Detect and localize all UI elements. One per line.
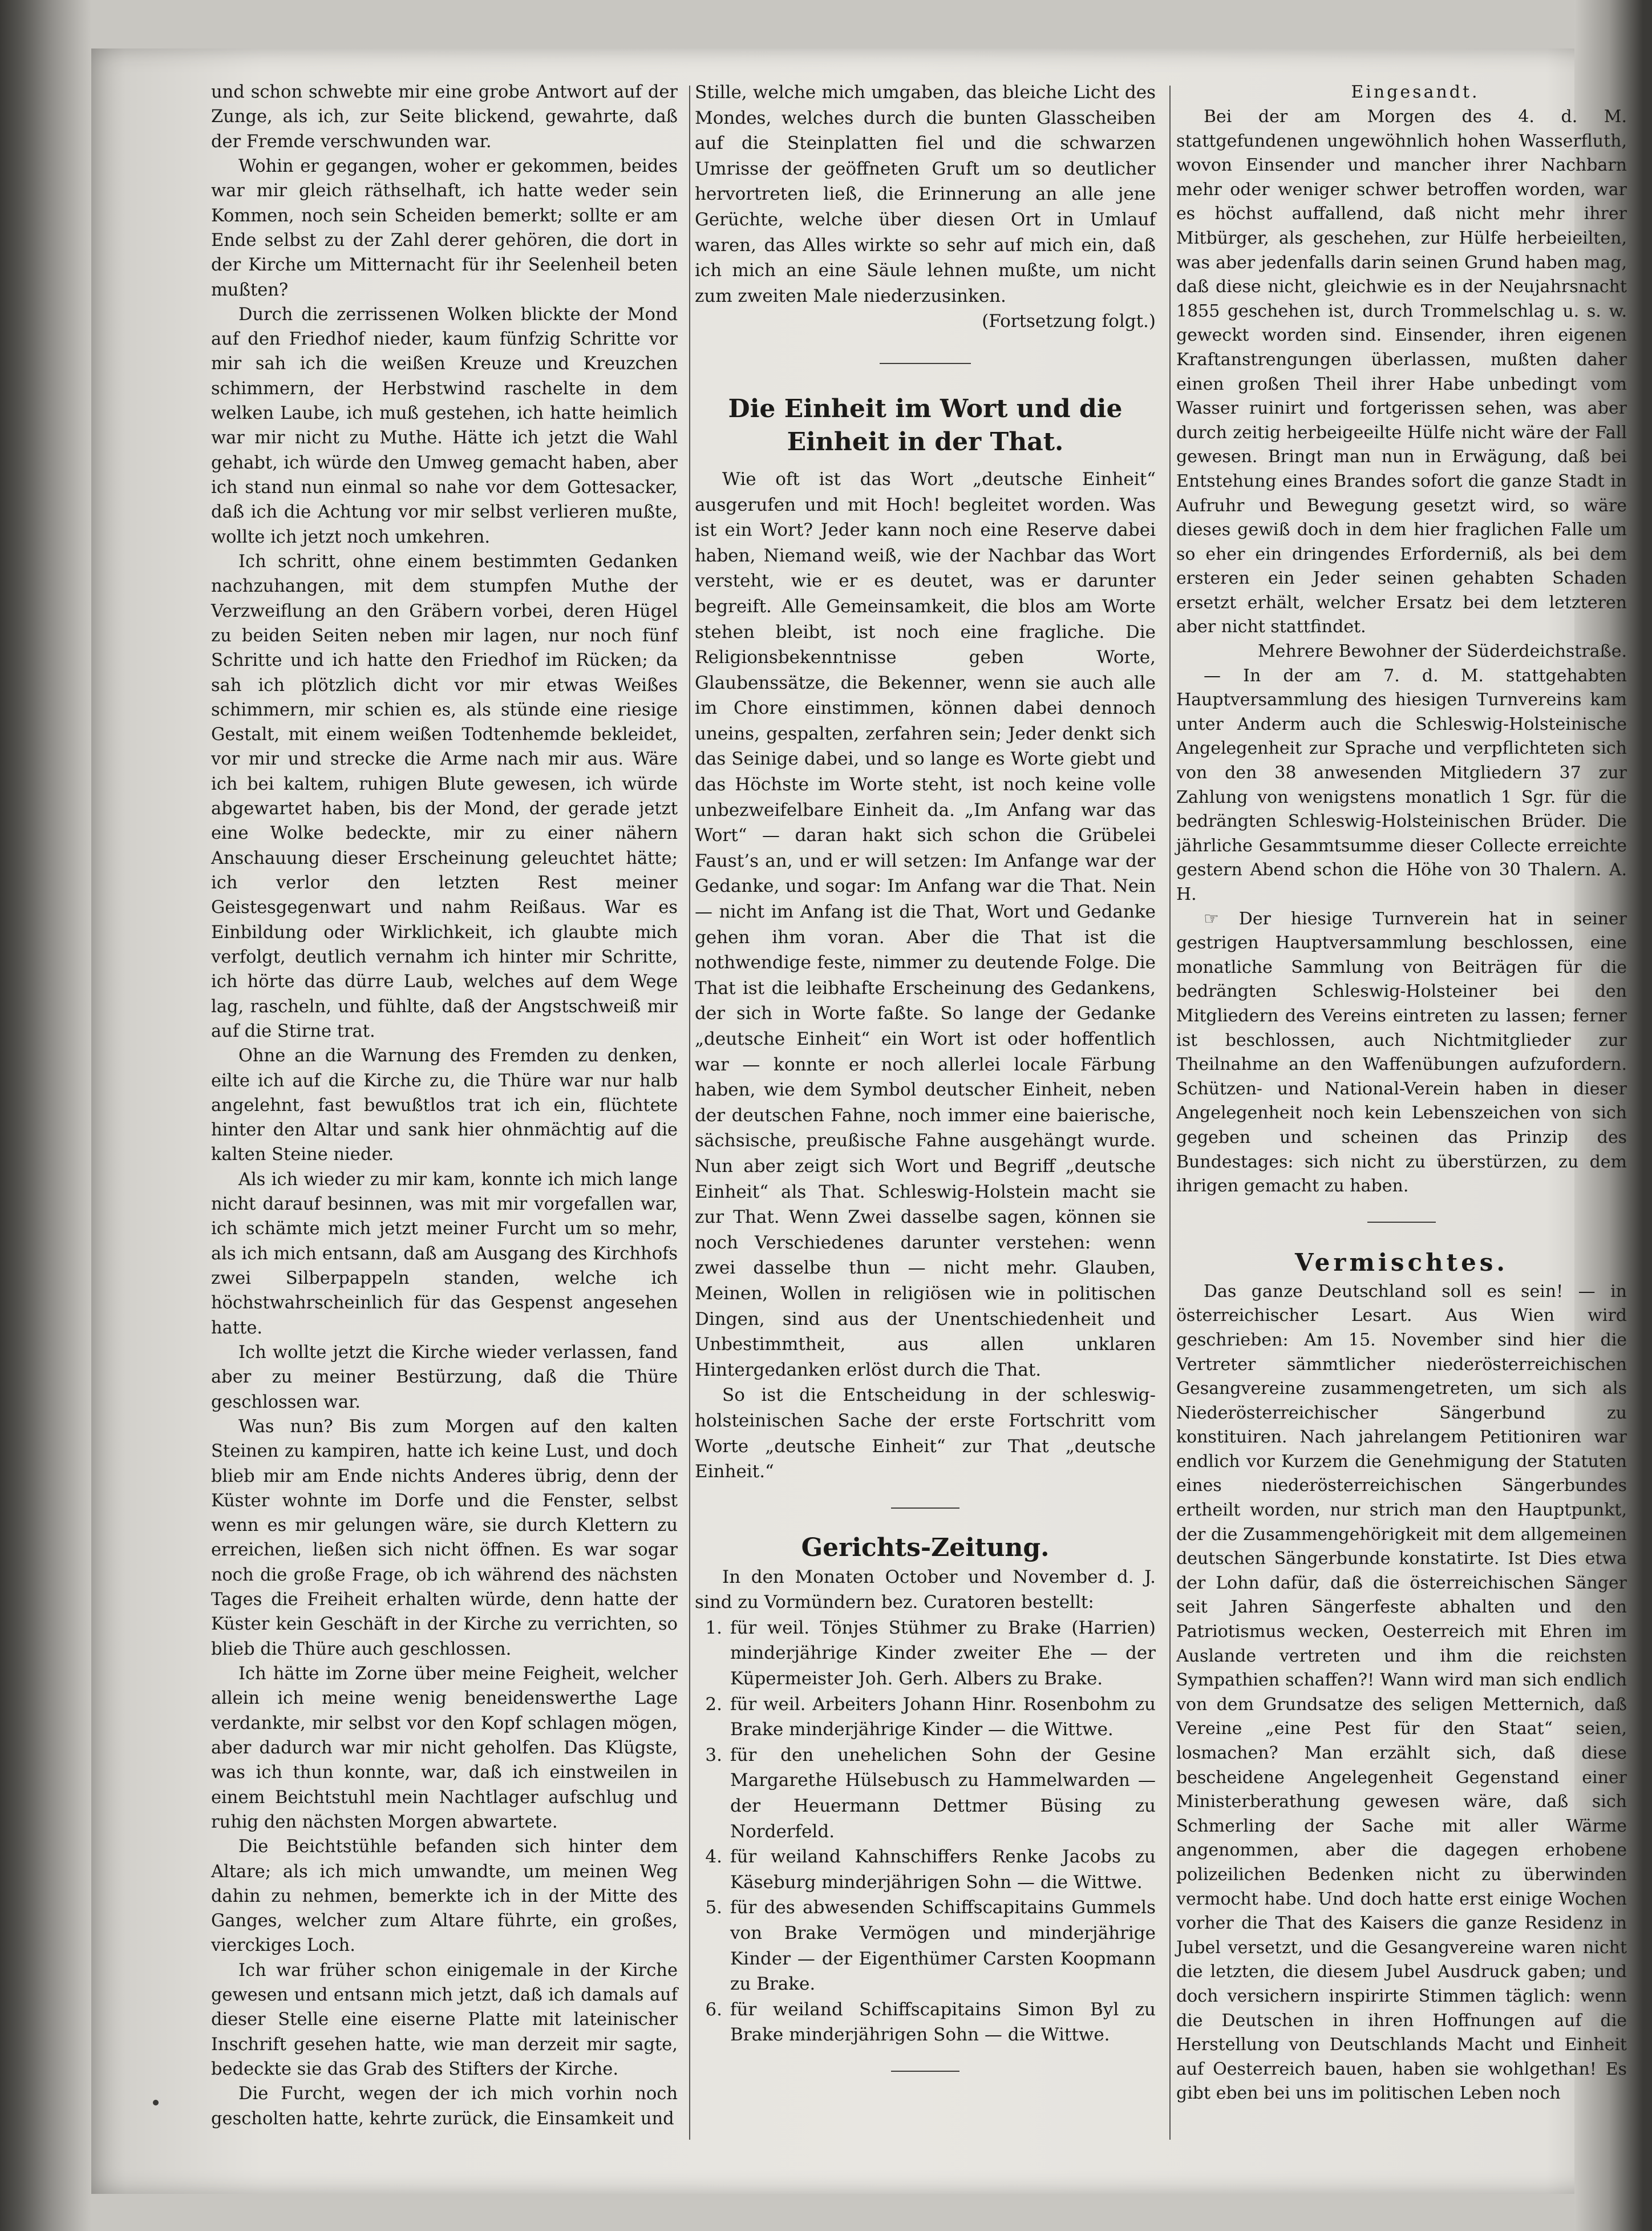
item-text: für weiland Schiffscapitains Simon Byl zu Brake minderjährigen Sohn — die Wittwe. <box>730 1999 1156 2046</box>
item-number: 3. <box>705 1744 722 1765</box>
section-title-eingesandt: Eingesandt. <box>1351 82 1480 102</box>
scan-speck <box>153 2100 159 2105</box>
item-number: 5. <box>705 1897 722 1918</box>
paragraph: Ohne an die Warnung des Fremden zu denken, eilte ich auf die Kirche zu, die Thüre war nur halb angelehnt, fast bewußtlos trat ich ein, flüchtete hinter den Altar und sank hier ohnmächtig auf die kalten Steine nieder. <box>211 1046 678 1165</box>
column-3 <box>1176 80 1627 2106</box>
list-item <box>695 1895 1156 1996</box>
item-number: 6. <box>705 1999 722 2020</box>
section-title-vermischtes: Vermischtes. <box>1294 1248 1509 1276</box>
paragraph: Durch die zerrissenen Wolken blickte der Mond auf den Friedhof nieder, kaum fünfzig Schritte vor mir sah ich die weißen Kreuze und Kreuzchen schimmern, der Herbstwind raschelte in dem welken Laube, ich muß gestehen, ich hatte heimlich war mir nicht zu Muthe. Hätte ich jetzt die Wahl gehabt, ich würde den Umweg gemacht haben, aber ich stand nun einmal so nahe vor dem Gottesacker, daß ich die Achtung vor mir selbst verlieren mußte, wollte ich jetzt noch umkehren. <box>211 304 678 547</box>
paragraph: Wohin er gegangen, woher er gekommen, beides war mir gleich räthselhaft, ich hatte weder sein Kommen, noch sein Scheiden bemerkt; sollte er am Ende selbst zu der Zahl derer gehören, die dort in der Kirche um Mitternacht für ihr Seelenheil beten mußten? <box>211 156 678 300</box>
signature: Mehrere Bewohner der Süderdeichstraße. <box>1257 641 1627 662</box>
item-number: 1. <box>705 1617 722 1638</box>
paragraph: Ich hätte im Zorne über meine Feigheit, welcher allein ich meine wenig beneidenswerthe Lage verdankte, mir selbst vor den Kopf schlagen mögen, aber dadurch war mir nicht geholfen. Das Klügste, was ich thun konnte, war, daß ich einstweilen in einem Beichtstuhl mein Nachtlager aufschlug und ruhig den nächsten Morgen abwartete. <box>211 1664 678 1832</box>
separator-rule <box>1367 1222 1436 1223</box>
paragraph: Die Beichtstühle befanden sich hinter dem Altare; als ich mich umwandte, um meinen Weg dahin zu nehmen, bemerkte ich in der Mitte des Ganges, welcher zum Altare führte, ein großes, vierckiges Loch. <box>211 1837 678 1956</box>
column-1 <box>211 80 678 2131</box>
paragraph: und schon schwebte mir eine grobe Antwort auf der Zunge, als ich, zur Seite blickend, gewahrte, daß der Fremde verschwunden war. <box>211 82 678 152</box>
paragraph: Als ich wieder zu mir kam, konnte ich mich lange nicht darauf besinnen, was mit mir vorgefallen war, ich schämte mich jetzt meiner Furcht um so mehr, als ich mich entsann, daß am Ausgang des Kirchhofs zwei Silberpappeln standen, welche ich höchstwahrscheinlich für das Gespenst angesehen hatte. <box>211 1169 678 1338</box>
paragraph: Ich war früher schon einigemale in der Kirche gewesen und entsann mich jetzt, daß ich damals auf dieser Stelle eine eiserne Platte mit lateinischer Inschrift gesehen hatte, wie man derzeit mir sagte, bedeckte sie das Grab des Stifters der Kirche. <box>211 1960 678 2079</box>
list-item <box>695 1997 1156 2048</box>
continued-note: (Fortsetzung folgt.) <box>982 311 1156 332</box>
list-item <box>695 1844 1156 1895</box>
column-2 <box>695 80 1156 2095</box>
item-number: 2. <box>705 1694 722 1715</box>
item-text: für den unehelichen Sohn der Gesine Margarethe Hülsebusch zu Hammelwarden — der Heuermann Dettmer Büsing zu Norderfeld. <box>730 1744 1156 1842</box>
court-list <box>695 1615 1156 2048</box>
paragraph: Ich schritt, ohne einem bestimmten Gedanken nachzuhangen, mit dem stumpfen Muthe der Verzweiflung an den Gräbern vorbei, deren Hügel zu beiden Seiten neben mir lagen, nur noch fünf Schritte und ich hatte den Friedhof im Rücken; da sah ich plötzlich dicht vor mir etwas Weißes schimmern, mir schien es, als stünde eine riesige Gestalt, mit einem weißen Todtenhemde bekleidet, vor mir und strecke die Arme nach mir aus. Wäre ich bei kaltem, ruhigen Blute gewesen, ich würde abgewartet haben, bis der Mond, der gerade jetzt eine Wolke bedeckte, mir zu einer nähern Anschauung dieser Erscheinung geleuchtet hätte; ich verlor den letzten Rest meiner Geistesgegenwart und nahm Reißaus. War es Einbildung oder Wirklichkeit, ich glaubte mich verfolgt, deutlich vernahm ich hinter mir Schritte, ich hörte das dürre Laub, welches auf dem Wege lag, rascheln, und fühlte, daß der Angstschweiß mir auf die Stirne trat. <box>211 551 678 1041</box>
paragraph: ☞ Der hiesige Turnverein hat in seiner gestrigen Hauptversammlung beschlossen, eine monatliche Sammlung von Beiträgen für die bedrängten Schleswig-Holsteiner bei den Mitgliedern des Vereins eintreten zu lassen; ferner ist beschlossen, auch Nichtmitglieder zur Theilnahme an den Waffenübungen aufzufordern. Schützen- und National-Verein haben in dieser Angelegenheit noch kein Lebenszeichen von sich gegeben und scheinen das Prinzip des Bundestages: sich nicht zu überstürzen, zu dem ihrigen gemacht zu haben. <box>1176 908 1627 1197</box>
article-title: Die Einheit im Wort und die Einheit in der That. <box>728 394 1123 456</box>
item-text: für weil. Arbeiters Johann Hinr. Rosenbohm zu Brake minderjährige Kinder — die Wittwe. <box>730 1694 1156 1740</box>
column-divider-2 <box>1169 86 1171 2140</box>
paragraph: Das ganze Deutschland soll es sein! — in österreichischer Lesart. Aus Wien wird geschrieben: Am 15. November sind hier die Vertreter sämmtlicher niederösterreichischen Gesangvereine zusammengetreten, um sich als Niederösterreichischer Sängerbund zu konstituiren. Nach jahrelangem Petitioniren war endlich vor Kurzem die Genehmigung der Statuten eines niederösterreichischen Sängerbundes ertheilt worden, nur strich man den Hauptpunkt, der die Zusammengehörigkeit mit dem allgemeinen deutschen Sängerbunde konstatirte. Ist Dies etwa der Lohn dafür, daß die österreichischen Sänger seit Jahren Sängerfeste abhalten und den Patriotismus wecken, Oesterreich mit Ehren im Auslande vertreten und ihm die reichsten Sympathien schaffen?! Wann wird man sich endlich von dem Grundsatze des seligen Metternich, daß Vereine „eine Pest für den Staat“ seien, losmachen? Man erzählt sich, daß diese bescheidene Angelegenheit Gegenstand einer Ministerberathung gewesen wäre, daß sich Schmerling der Sache mit aller Wärme angenommen, aber die dagegen erhobene polizeilichen Bedenken nicht zu überwinden vermocht habe. Und doch hatte erst einige Wochen vorher die That des Kaisers die ganze Residenz in Jubel versetzt, und die Gesangvereine waren nicht die letzten, die diesem Jubel Ausdruck gaben; und doch versichern inspirirte Stimmen täglich: wenn die Deutschen in ihren Hoffnungen auf die Herstellung von Deutschlands Macht und Einheit auf Oesterreich bauen, haben sie wohlgethan! Es gibt eben bei uns im politischen Leben noch <box>1176 1281 1627 2104</box>
item-number: 4. <box>705 1846 722 1868</box>
section-title-court: Gerichts-Zeitung. <box>801 1533 1050 1562</box>
paragraph: Was nun? Bis zum Morgen auf den kalten Steinen zu kampiren, hatte ich keine Lust, und doch blieb mir am Ende nichts Anderes übrig, denn der Küster wohnte im Dorfe und die Fenster, selbst wenn es mir gelungen wäre, sie durch Klettern zu erreichen, ließen sich nicht öffnen. Es war sogar noch die große Frage, ob ich während des nächsten Tages die Freiheit erhalten würde, denn hatte der Küster kein Geschäft in der Kirche zu verrichten, so blieb die Thüre auch geschlossen. <box>211 1416 678 1659</box>
paragraph: Wie oft ist das Wort „deutsche Einheit“ ausgerufen und mit Hoch! begleitet worden. Was ist ein Wort? Jeder kann noch eine Reserve dabei haben, Niemand weiß, wie der Nachbar das Wort versteht, wie er es deutet, was er darunter begreift. Alle Gemeinsamkeit, die blos am Worte stehen bleibt, ist noch eine fragliche. Die Religionsbekenntnisse geben Worte, Glaubenssätze, die Bekenner, wenn sie auch alle im Chore einstimmen, können dabei dennoch uneins, gespalten, zerfahren sein; Jeder denkt sich das Seinige dabei, und so lange es Worte giebt und das Höchste im Worte steht, ist noch keine volle unbezweifelbare Einheit da. „Im Anfang war das Wort“ — daran hakt sich schon die Grübelei Faust’s an, und er will setzen: Im Anfange war der Gedanke, und sogar: Im Anfang war die That. Nein — nicht im Anfang ist die That, Wort und Gedanke gehen ihm voran. Aber die That ist die nothwendige feste, nimmer zu deutende Folge. Die That ist die leibhafte Erscheinung des Gedankens, der sich in Worte faßte. So lange der Gedanke „deutsche Einheit“ ein Wort ist oder hoffentlich war — konnte er noch allerlei locale Färbung haben, wie dem Symbol deutscher Einheit, neben der deutschen Fahne, noch immer eine baierische, sächsische, preußische Fahne ausgehängt wurde. Nun aber zeigt sich Wort und Begriff „deutsche Einheit“ als That. Schleswig-Holstein macht sie zur That. Wenn Zwei dasselbe sagen, können sie noch Verschiedenes darunter verstehen: wenn zwei dasselbe thun — nicht mehr. Glauben, Meinen, Wollen in religiösen wie in politischen Dingen, sind aus der Unentschiedenheit und Unbestimmtheit, aus allen unklaren Hintergedanken erlöst durch die That. <box>695 468 1156 1380</box>
separator-rule <box>891 2071 959 2072</box>
paragraph: Die Furcht, wegen der ich mich vorhin noch gescholten hatte, kehrte zurück, die Einsamkeit und <box>211 2084 678 2129</box>
separator-rule <box>880 363 971 364</box>
item-text: für des abwesenden Schiffscapitains Gummels von Brake Vermögen und minderjährige Kinder — der Eigenthümer Carsten Koopmann zu Brake. <box>730 1897 1156 1995</box>
column-divider-1 <box>689 86 690 2140</box>
paragraph: Bei der am Morgen des 4. d. M. stattgefundenen ungewöhnlich hohen Wasserfluth, wovon Einsender und mancher ihrer Nachbarn mehr oder weniger schwer betroffen worden, war es höchst auffallend, daß nicht mehr ihrer Mitbürger, als geschehen, zur Hülfe herbeieilten, was aber jedenfalls darin seinen Grund haben mag, daß diese nicht, gleichwie es in der Neujahrsnacht 1855 geschehen ist, durch Trommelschlag u. s. w. geweckt worden sind. Einsender, ihren eigenen Kraftanstrengungen überlassen, mußten daher einen großen Theil ihrer Habe unbedingt vom Wasser ruinirt und fortgerissen sehen, was aber durch zeitig herbeigeeilte Hülfe nicht wäre der Fall gewesen. Bringt man nun in Erwägung, daß bei Entstehung eines Brandes sofort die ganze Stadt in Aufruhr und Bewegung gesetzt wird, so wäre dieses gewiß doch in dem hier fraglichen Falle um so eher ein dringendes Erforderniß, als bei dem ersteren ein Jeder seinen gehabten Schaden ersetzt erhält, welcher Ersatz bei dem letzteren aber nicht stattfindet. <box>1176 107 1627 637</box>
court-intro: In den Monaten October und November d. J. sind zu Vormündern bez. Curatoren bestellt: <box>695 1566 1156 1613</box>
paragraph: So ist die Entscheidung in der schleswig-holsteinischen Sache der erste Fortschritt vom Worte „deutsche Einheit“ zur That „deutsche Einheit.“ <box>695 1385 1156 1482</box>
item-text: für weiland Kahnschiffers Renke Jacobs zu Käseburg minderjährigen Sohn — die Wittwe. <box>730 1846 1156 1893</box>
separator-rule <box>891 1507 959 1509</box>
list-item <box>695 1615 1156 1692</box>
story-continuation: Stille, welche mich umgaben, das bleiche Licht des Mondes, welches durch die bunten Glasscheiben auf die Steinplatten fiel und die schwarzen Umrisse der geöffneten Gruft um so deutlicher hervortreten ließ, die Erinnerung an alle jene Gerüchte, welche über diesen Ort in Umlauf waren, das Alles wirkte so sehr auf mich ein, daß ich mich an eine Säule lehnen mußte, um nicht zum zweiten Male niederzusinken. <box>695 82 1156 306</box>
paragraph: — In der am 7. d. M. stattgehabten Hauptversammlung des hiesigen Turnvereins kam unter Anderm auch die Schleswig-Holsteinische Angelegenheit zur Sprache und verpflichteten sich von den 38 anwesenden Mitgliedern 37 zur Zahlung von wenigstens monatlich 1 Sgr. für die bedrängten Schleswig-Holsteinischen Brüder. Die jährliche Gesammtsumme dieser Collecte erreichte gestern Abend schon die Höhe von 30 Thalern. A. H. <box>1176 665 1627 904</box>
list-item <box>695 1743 1156 1844</box>
list-item <box>695 1692 1156 1743</box>
item-text: für weil. Tönjes Stühmer zu Brake (Harrien) minderjährige Kinder zweiter Ehe — der Küpermeister Joh. Gerh. Albers zu Brake. <box>730 1617 1156 1690</box>
paragraph: Ich wollte jetzt die Kirche wieder verlassen, fand aber zu meiner Bestürzung, daß die Thüre geschlossen war. <box>211 1342 678 1412</box>
